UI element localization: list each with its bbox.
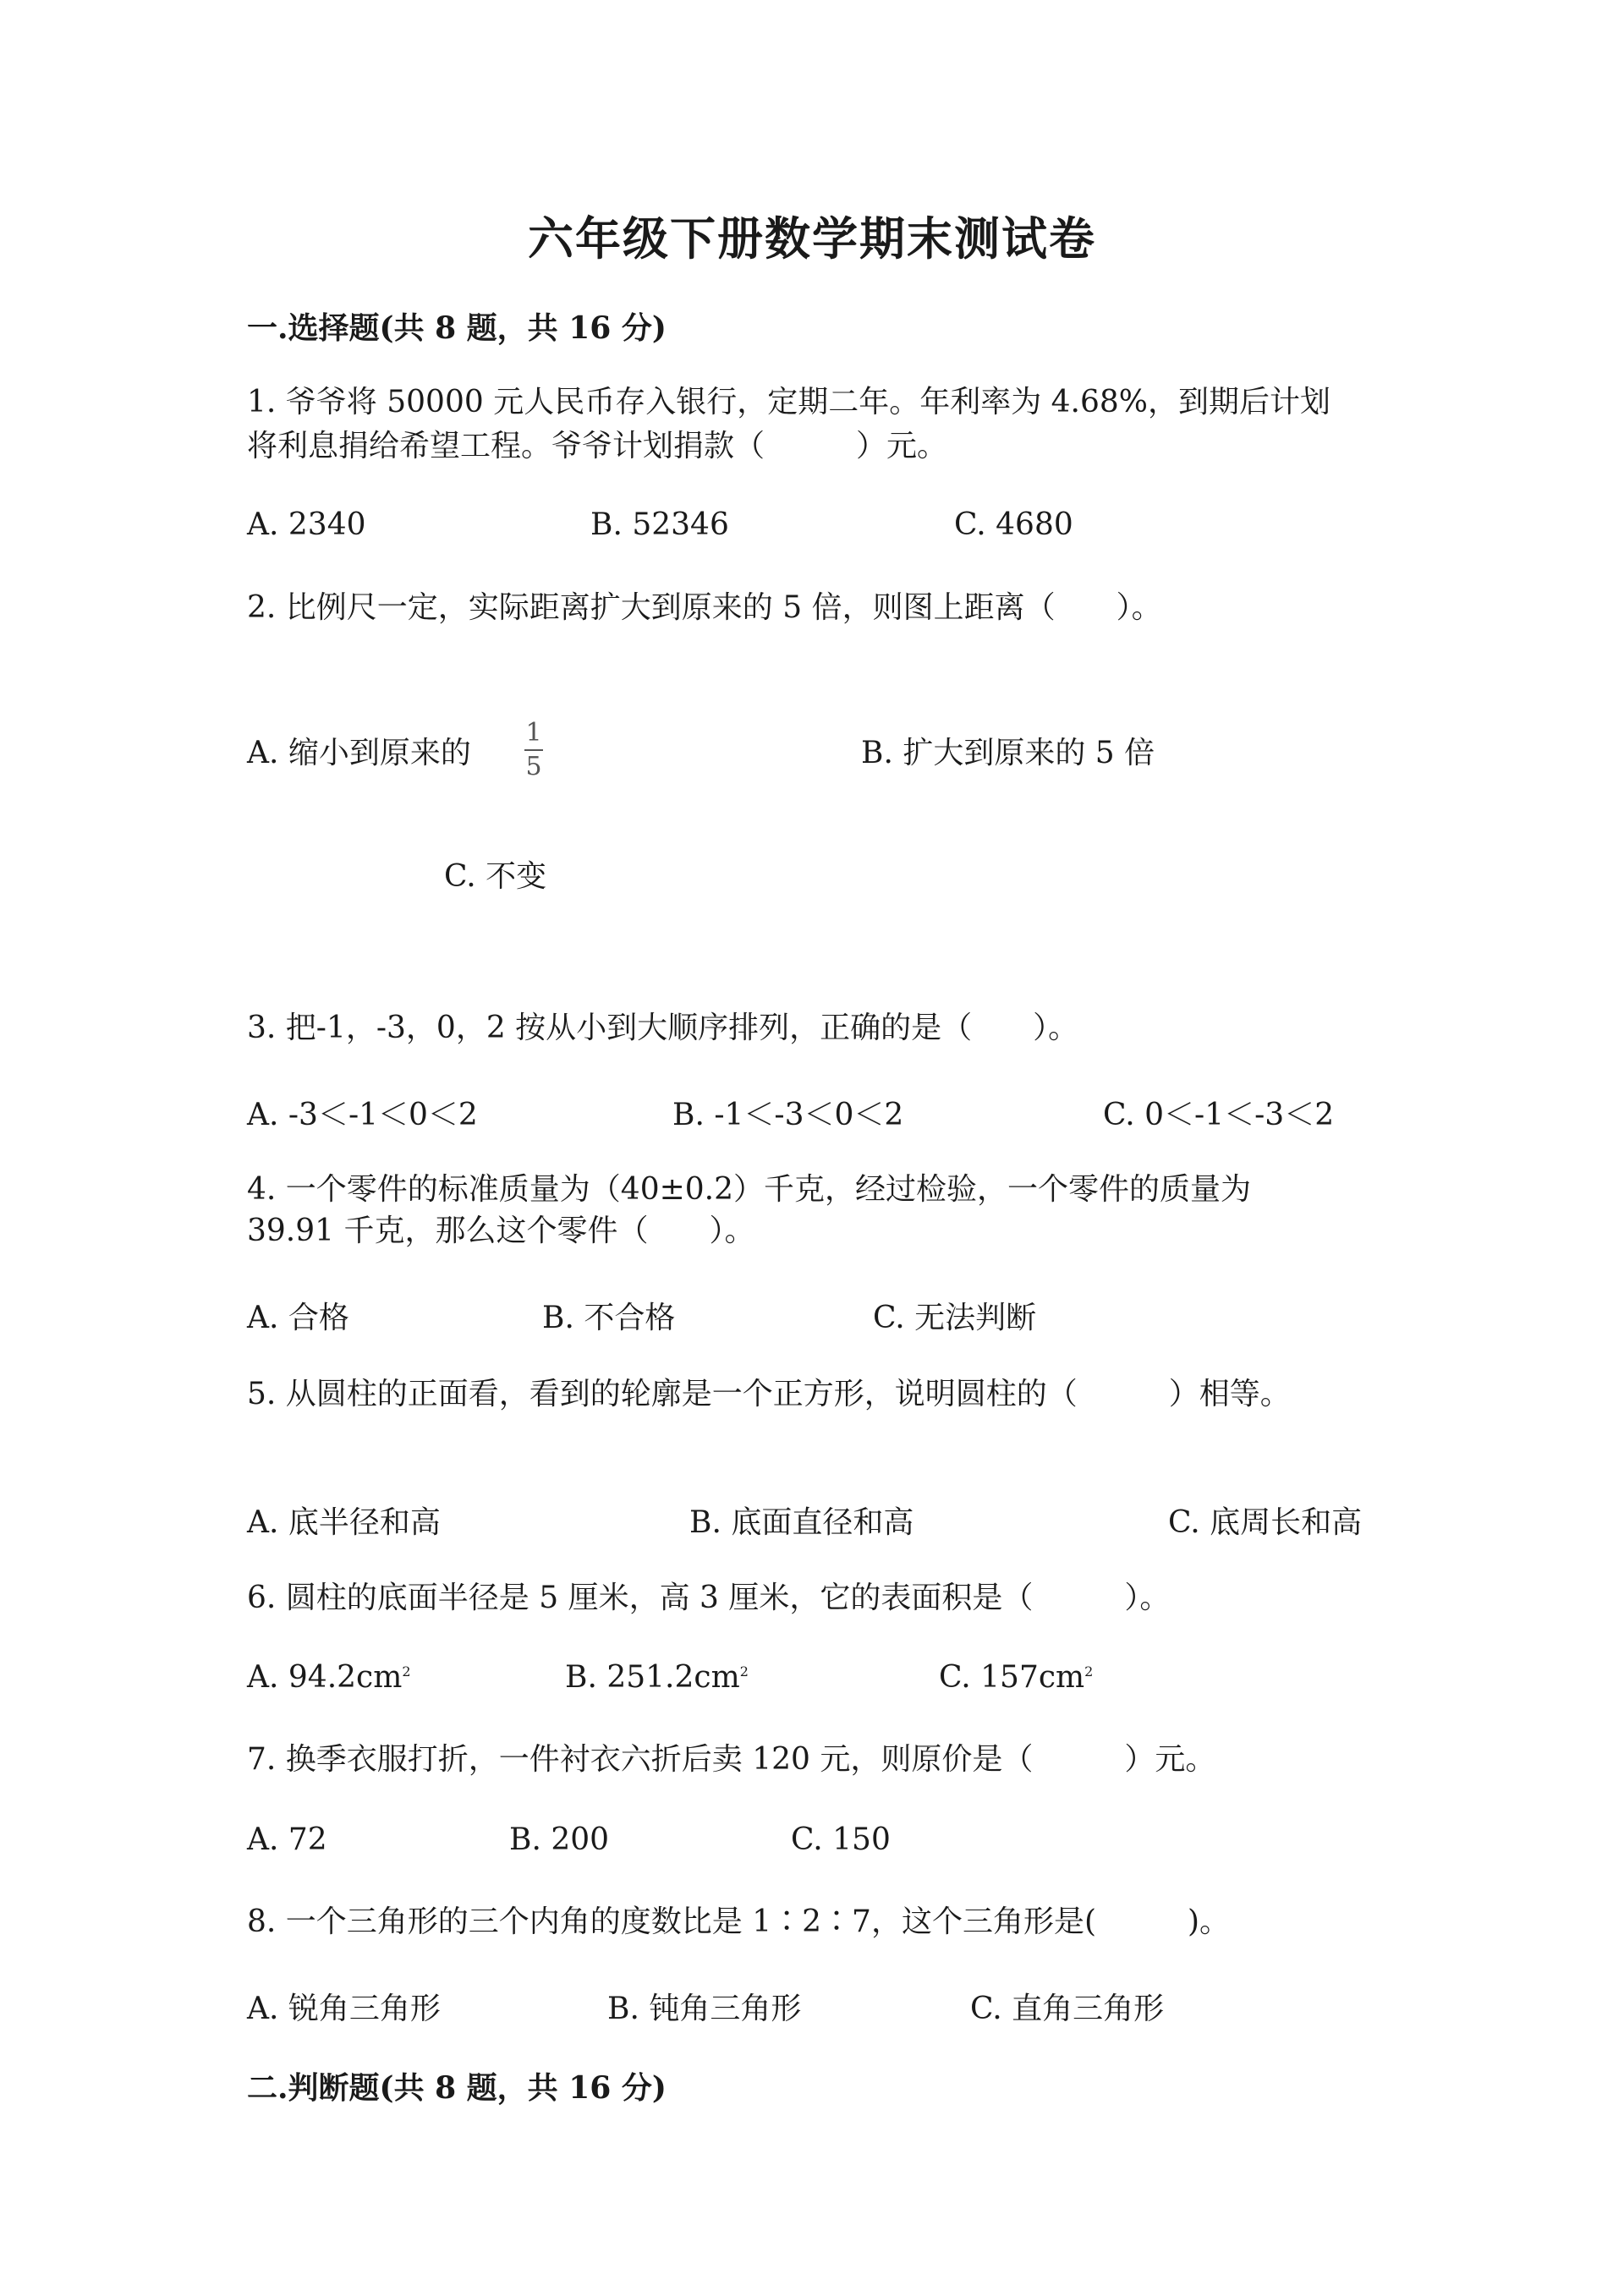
question-3-option-a: A. -3＜-1＜0＜2: [247, 1098, 478, 1132]
question-4-option-c: C. 无法判断: [873, 1301, 1037, 1335]
squared-superscript: 2: [1084, 1663, 1094, 1680]
squared-superscript: 2: [739, 1663, 749, 1680]
question-1-line-1: 1. 爷爷将 50000 元人民币存入银行，定期二年。年利率为 4.68%，到期后计划: [247, 385, 1331, 419]
question-8-option-c: C. 直角三角形: [970, 1992, 1165, 2026]
fraction-one-fifth: [524, 719, 543, 781]
question-7-option-c: C. 150: [791, 1822, 891, 1857]
question-8-option-b: B. 钝角三角形: [607, 1992, 802, 2026]
question-3-option-b: B. -1＜-3＜0＜2: [672, 1098, 904, 1132]
question-5-option-c: C. 底周长和高: [1168, 1505, 1363, 1540]
squared-superscript: 2: [402, 1663, 411, 1680]
question-1-option-a: A. 2340: [247, 507, 366, 542]
question-4-option-a: A. 合格: [247, 1301, 349, 1335]
section-heading-choice: 一.选择题(共 8 题，共 16 分): [247, 310, 667, 346]
question-2-option-c: C. 不变: [444, 859, 547, 894]
question-5-option-a: A. 底半径和高: [247, 1505, 441, 1540]
question-1-option-b: B. 52346: [590, 507, 729, 542]
page-title: 六年级下册数学期末测试卷: [528, 211, 1096, 266]
question-6-option-a: [247, 1660, 411, 1695]
question-6-option-c: [939, 1660, 1093, 1695]
question-6-line-1: 6. 圆柱的底面半径是 5 厘米，高 3 厘米，它的表面积是（ ）。: [247, 1581, 1171, 1615]
question-7-line-1: 7. 换季衣服打折，一件衬衣六折后卖 120 元，则原价是（ ）元。: [247, 1742, 1216, 1777]
question-6-option-a-text: A. 94.2cm: [247, 1660, 403, 1695]
question-7-option-b: B. 200: [509, 1822, 610, 1857]
question-3-line-1: 3. 把-1，-3，0，2 按从小到大顺序排列，正确的是（ ）。: [247, 1011, 1079, 1045]
question-4-line-1: 4. 一个零件的标准质量为（40±0.2）千克，经过检验，一个零件的质量为: [247, 1172, 1252, 1207]
question-5-option-b: B. 底面直径和高: [689, 1505, 914, 1540]
question-1-line-2: 将利息捐给希望工程。爷爷计划捐款（ ）元。: [247, 429, 948, 463]
question-8-line-1: 8. 一个三角形的三个内角的度数比是 1∶2∶7，这个三角形是( )。: [247, 1904, 1231, 1939]
question-2-option-a: A. 缩小到原来的: [247, 736, 471, 770]
question-6-option-b: [565, 1660, 749, 1695]
question-4-option-b: B. 不合格: [542, 1301, 676, 1335]
question-1-option-c: C. 4680: [954, 507, 1073, 542]
question-2-option-b: B. 扩大到原来的 5 倍: [861, 736, 1155, 770]
question-2-line-1: 2. 比例尺一定，实际距离扩大到原来的 5 倍，则图上距离（ ）。: [247, 590, 1162, 625]
question-4-line-2: 39.91 千克，那么这个零件（ ）。: [247, 1214, 755, 1248]
fraction-bar: [524, 749, 543, 751]
question-7-option-a: A. 72: [247, 1822, 327, 1857]
question-6-option-c-text: C. 157cm: [939, 1660, 1085, 1695]
section-heading-true-false: 二.判断题(共 8 题，共 16 分): [247, 2070, 667, 2106]
fraction-numerator: 1: [525, 718, 542, 748]
question-6-option-b-text: B. 251.2cm: [565, 1660, 740, 1695]
question-5-line-1: 5. 从圆柱的正面看，看到的轮廓是一个正方形，说明圆柱的（ ）相等。: [247, 1377, 1291, 1411]
question-8-option-a: A. 锐角三角形: [247, 1992, 441, 2026]
question-3-option-c: C. 0＜-1＜-3＜2: [1103, 1098, 1335, 1132]
fraction-denominator: 5: [525, 752, 542, 781]
